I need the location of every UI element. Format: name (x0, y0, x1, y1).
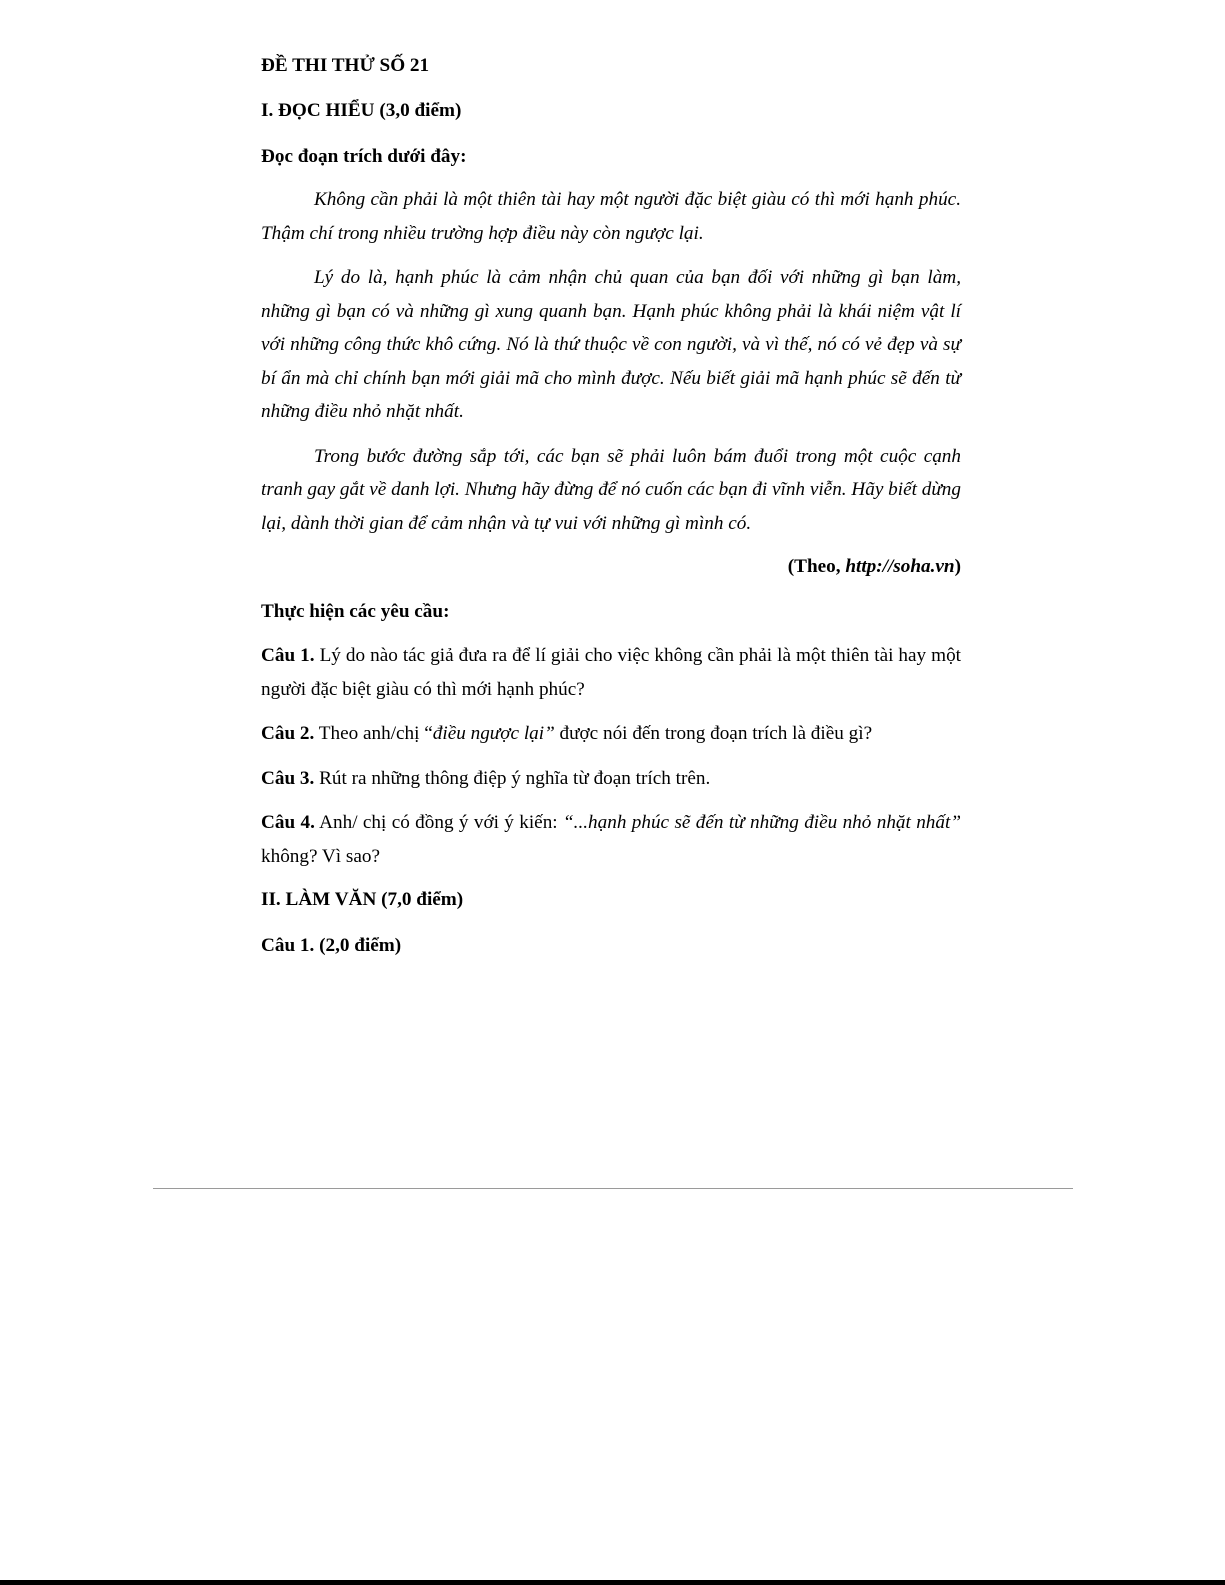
writing-question-1: Câu 1. (2,0 điểm) (261, 935, 402, 956)
question-4-label: Câu 4. (261, 812, 315, 833)
source-suffix: ) (954, 556, 961, 577)
passage-paragraph-3: Trong bước đường sắp tới, các bạn sẽ phải luôn bám đuổi trong một cuộc cạnh tranh gay gắt về danh lợi. Nhưng hãy đừng để nó cuốn các bạn đi vĩnh viễn. Hãy biết dừng lại, dành thời gian để cảm nhận và tự vui với những gì mình có. (261, 445, 961, 534)
passage-paragraph-1: Không cần phải là một thiên tài hay một người đặc biệt giàu có thì mới hạnh phúc. Thậm chí trong nhiều trường hợp điều này còn ngược lại. (261, 189, 961, 244)
question-3-label: Câu 3. (261, 767, 315, 789)
question-4-text-before: Anh/ chị có đồng ý với ý kiến: (314, 812, 563, 833)
reading-instruction: Đọc đoạn trích dưới đây: (261, 146, 467, 167)
passage-paragraph-2: Lý do là, hạnh phúc là cảm nhận chủ quan của bạn đối với những gì bạn làm, những gì bạn có và những gì xung quanh bạn. Hạnh phúc không phải là khái niệm vật lí với những công thức khô cứng. Nó là thứ thuộc về con người, và vì thế, nó có vẻ đẹp và sự bí ẩn mà chỉ chính bạn mới giải mã cho mình được. Nếu biết giải mã hạnh phúc sẽ đến từ những điều nhỏ nhặt nhất. (261, 267, 961, 422)
question-2-quote: điều ngược lại” (432, 723, 555, 744)
question-3-text: Rút ra những thông điệp ý nghĩa từ đoạn trích trên. (314, 767, 711, 789)
question-1-label: Câu 1. (261, 645, 315, 666)
question-4-quote: “...hạnh phúc sẽ đến từ những điều nhỏ nhặt nhất” (562, 812, 961, 833)
question-1 (261, 639, 961, 706)
question-4 (261, 806, 961, 873)
question-4-text-after: không? Vì sao? (261, 845, 381, 867)
question-2-text-after: được nói đến trong đoạn trích là điều gì? (554, 723, 873, 744)
passage-source (261, 553, 961, 581)
question-1-text: Lý do nào tác giả đưa ra để lí giải cho việc không cần phải là một thiên tài hay một người đặc biệt giàu có thì mới hạnh phúc? (261, 645, 962, 700)
page-content (261, 52, 961, 960)
exam-title: ĐỀ THI THỬ SỐ 21 (261, 55, 430, 76)
writing-section-heading: II. LÀM VĂN (7,0 điểm) (261, 889, 464, 910)
source-site: http://soha.vn (845, 556, 955, 577)
source-prefix: (Theo, (787, 556, 846, 577)
page-footer-divider (153, 1188, 1073, 1189)
question-2-label: Câu 2. (261, 723, 315, 744)
question-2 (261, 717, 961, 751)
question-2-text-before: Theo anh/chị “ (314, 723, 433, 744)
tasks-heading: Thực hiện các yêu cầu: (261, 601, 450, 622)
question-3 (261, 762, 961, 796)
reading-section-heading: I. ĐỌC HIỂU (3,0 điểm) (261, 100, 462, 121)
page-bottom-edge (0, 1580, 1225, 1585)
